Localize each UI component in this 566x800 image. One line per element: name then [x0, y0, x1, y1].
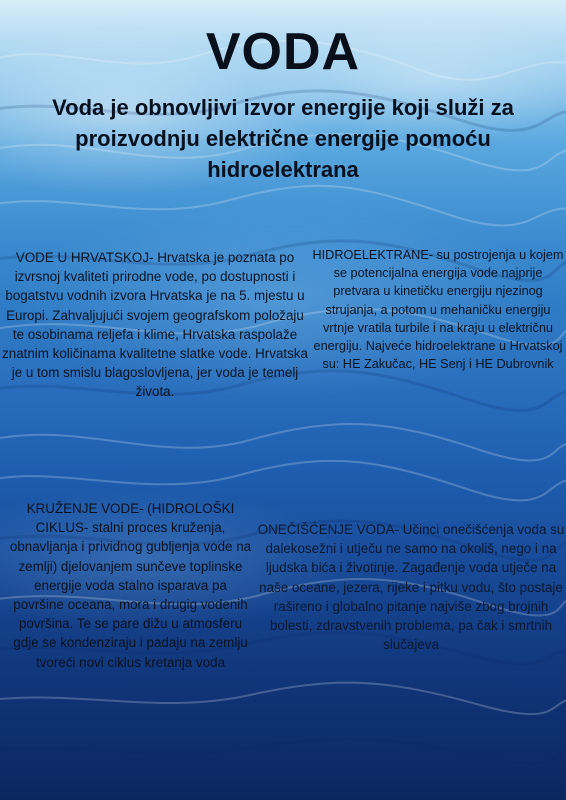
poster-subtitle: Voda je obnovljivi izvor energije koji služi za proizvodnju električne energije pomoću hidroelektrana [52, 95, 514, 182]
section-oneciscenje-voda: ONEČIŠĆENJE VODA- Učinci onečišćenja voda su dalekosežni i utječu ne samo na okoliš, nego i na ljudska bića i životinje. Zagađenje voda utječe na naše oceane, jezera, rijeke i pitku vodu, što postaje rašireno i globalno pitanje najviše zbog brojnih bolesti, zdravstvenih problema, pa čak i smrtnih slučajeva [257, 522, 565, 653]
section-kruzenje-vode: KRUŽENJE VODE- (HIDROLOŠKI CIKLUS- stalni proces kruženja, obnavljanja i prividnog gubljenja vode na zemlji) djelovanjem sunčeve toplinske energije voda stalno isparava pa površine oceana, mora i drugig vodenih površina. Te se pare dižu u atmosferu gdje se kondenziraju i padaju na zemlju tvoreći novi ciklus kretanja voda [9, 501, 252, 670]
section-hidroelektrane: HIDROELEKTRANE- su postrojenja u kojem se potencijalna energija vode najprije pretvara u kinetičku energiju njezinog strujanja, a potom u mehaničku energiju vrtnje vratila turbile i na kraju u električnu energiju. Najveće hidroelektrane u Hrvatskoj su: HE Zakučac, HE Senj i HE Dubrovnik [312, 248, 564, 372]
poster-title: VODA [205, 23, 361, 81]
section-vode-u-hrvatskoj: VODE U HRVATSKOJ- Hrvatska je poznata po izvrsnoj kvaliteti prirodne vode, po dostupnosti i bogatstvu vodnih izvora Hrvatska je na 5. mjestu u Europi. Zahvaljujući svojem geografskom položaju te osobinama reljefa i klime, Hrvatska raspolaže znatnim količinama kvalitetne slatke vode. Hrvatska je u tom smislu blagoslovljena, jer voda je temelj života. [2, 250, 308, 400]
